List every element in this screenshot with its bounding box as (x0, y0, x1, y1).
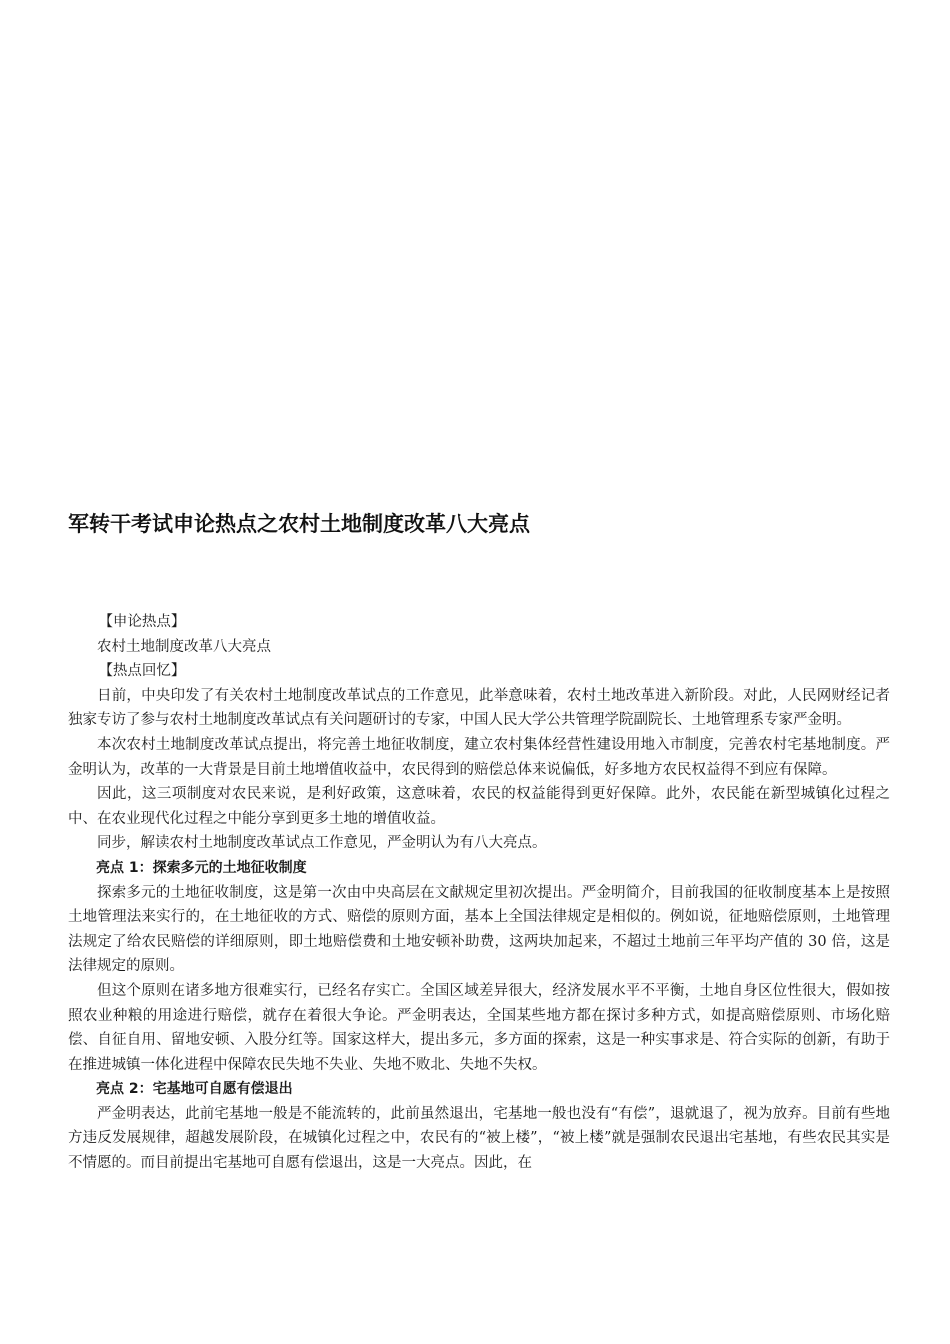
body-paragraph: 日前，中央印发了有关农村土地制度改革试点的工作意见，此举意味着，农村土地改革进入新阶段。对此，人民网财经记者独家专访了参与农村土地制度改革试点有关问题研讨的专家，中国人民大学公共管理学院副院长、土地管理系专家严金明。 (68, 687, 890, 729)
highlight-heading-1: 亮点 1：探索多元的土地征收制度 (96, 859, 307, 876)
body-paragraph: 本次农村土地制度改革试点提出，将完善土地征收制度，建立农村集体经营性建设用地入市制度，完善农村宅基地制度。严金明认为，改革的一大背景是目前土地增值收益中，农民得到的赔偿总体来说偏低，好多地方农民权益得不到应有保障。 (68, 736, 890, 778)
body-paragraph: 但这个原则在诸多地方很难实行，已经名存实亡。全国区域差异很大，经济发展水平不平衡，土地自身区位性很大，假如按照农业种粮的用途进行赔偿，就存在着很大争论。严金明表达，全国某些地方都在探讨多种方式，如提高赔偿原则、市场化赔偿、自征自用、留地安顿、入股分红等。国家这样大，提出多元，多方面的探索，这是一种实事求是、符合实际的创新，有助于在推进城镇一体化进程中保障农民失地不失业、失地不败北、失地不失权。 (68, 982, 890, 1073)
body-paragraph: 同步，解读农村土地制度改革试点工作意见，严金明认为有八大亮点。 (97, 835, 547, 852)
topic-line: 农村土地制度改革八大亮点 (97, 638, 271, 655)
body-paragraph: 探索多元的土地征收制度，这是第一次由中央高层在文献规定里初次提出。严金明简介，目前我国的征收制度基本上是按照土地管理法来实行的，在土地征收的方式、赔偿的原则方面，基本上全国法律规定是相似的。例如说，征地赔偿原则，土地管理法规定了给农民赔偿的详细原则，即土地赔偿费和土地安顿补助费，这两块加起来，不超过土地前三年平均产值的 30 倍，这是法律规定的原则。 (68, 884, 890, 975)
section-label-hotspot: 【申论热点】 (98, 614, 186, 630)
body-paragraph: 因此，这三项制度对农民来说，是利好政策，这意味着，农民的权益能得到更好保障。此外，农民能在新型城镇化过程之中、在农业现代化过程之中能分享到更多土地的增值收益。 (68, 786, 890, 827)
document-body (68, 610, 890, 1176)
highlight-heading-2: 亮点 2：宅基地可自愿有偿退出 (96, 1081, 293, 1098)
section-label-recall: 【热点回忆】 (98, 663, 186, 680)
document-title: 军转干考试申论热点之农村土地制度改革八大亮点 (68, 512, 530, 536)
body-paragraph: 严金明表达，此前宅基地一般是不能流转的，此前虽然退出，宅基地一般也没有“有偿”，退就退了，视为放弃。目前有些地方违反发展规律，超越发展阶段，在城镇化过程之中，农民有的“被上楼”，“被上楼”就是强制农民退出宅基地，有些农民其实是不情愿的。而目前提出宅基地可自愿有偿退出，这是一大亮点。因此，在 (68, 1105, 890, 1172)
